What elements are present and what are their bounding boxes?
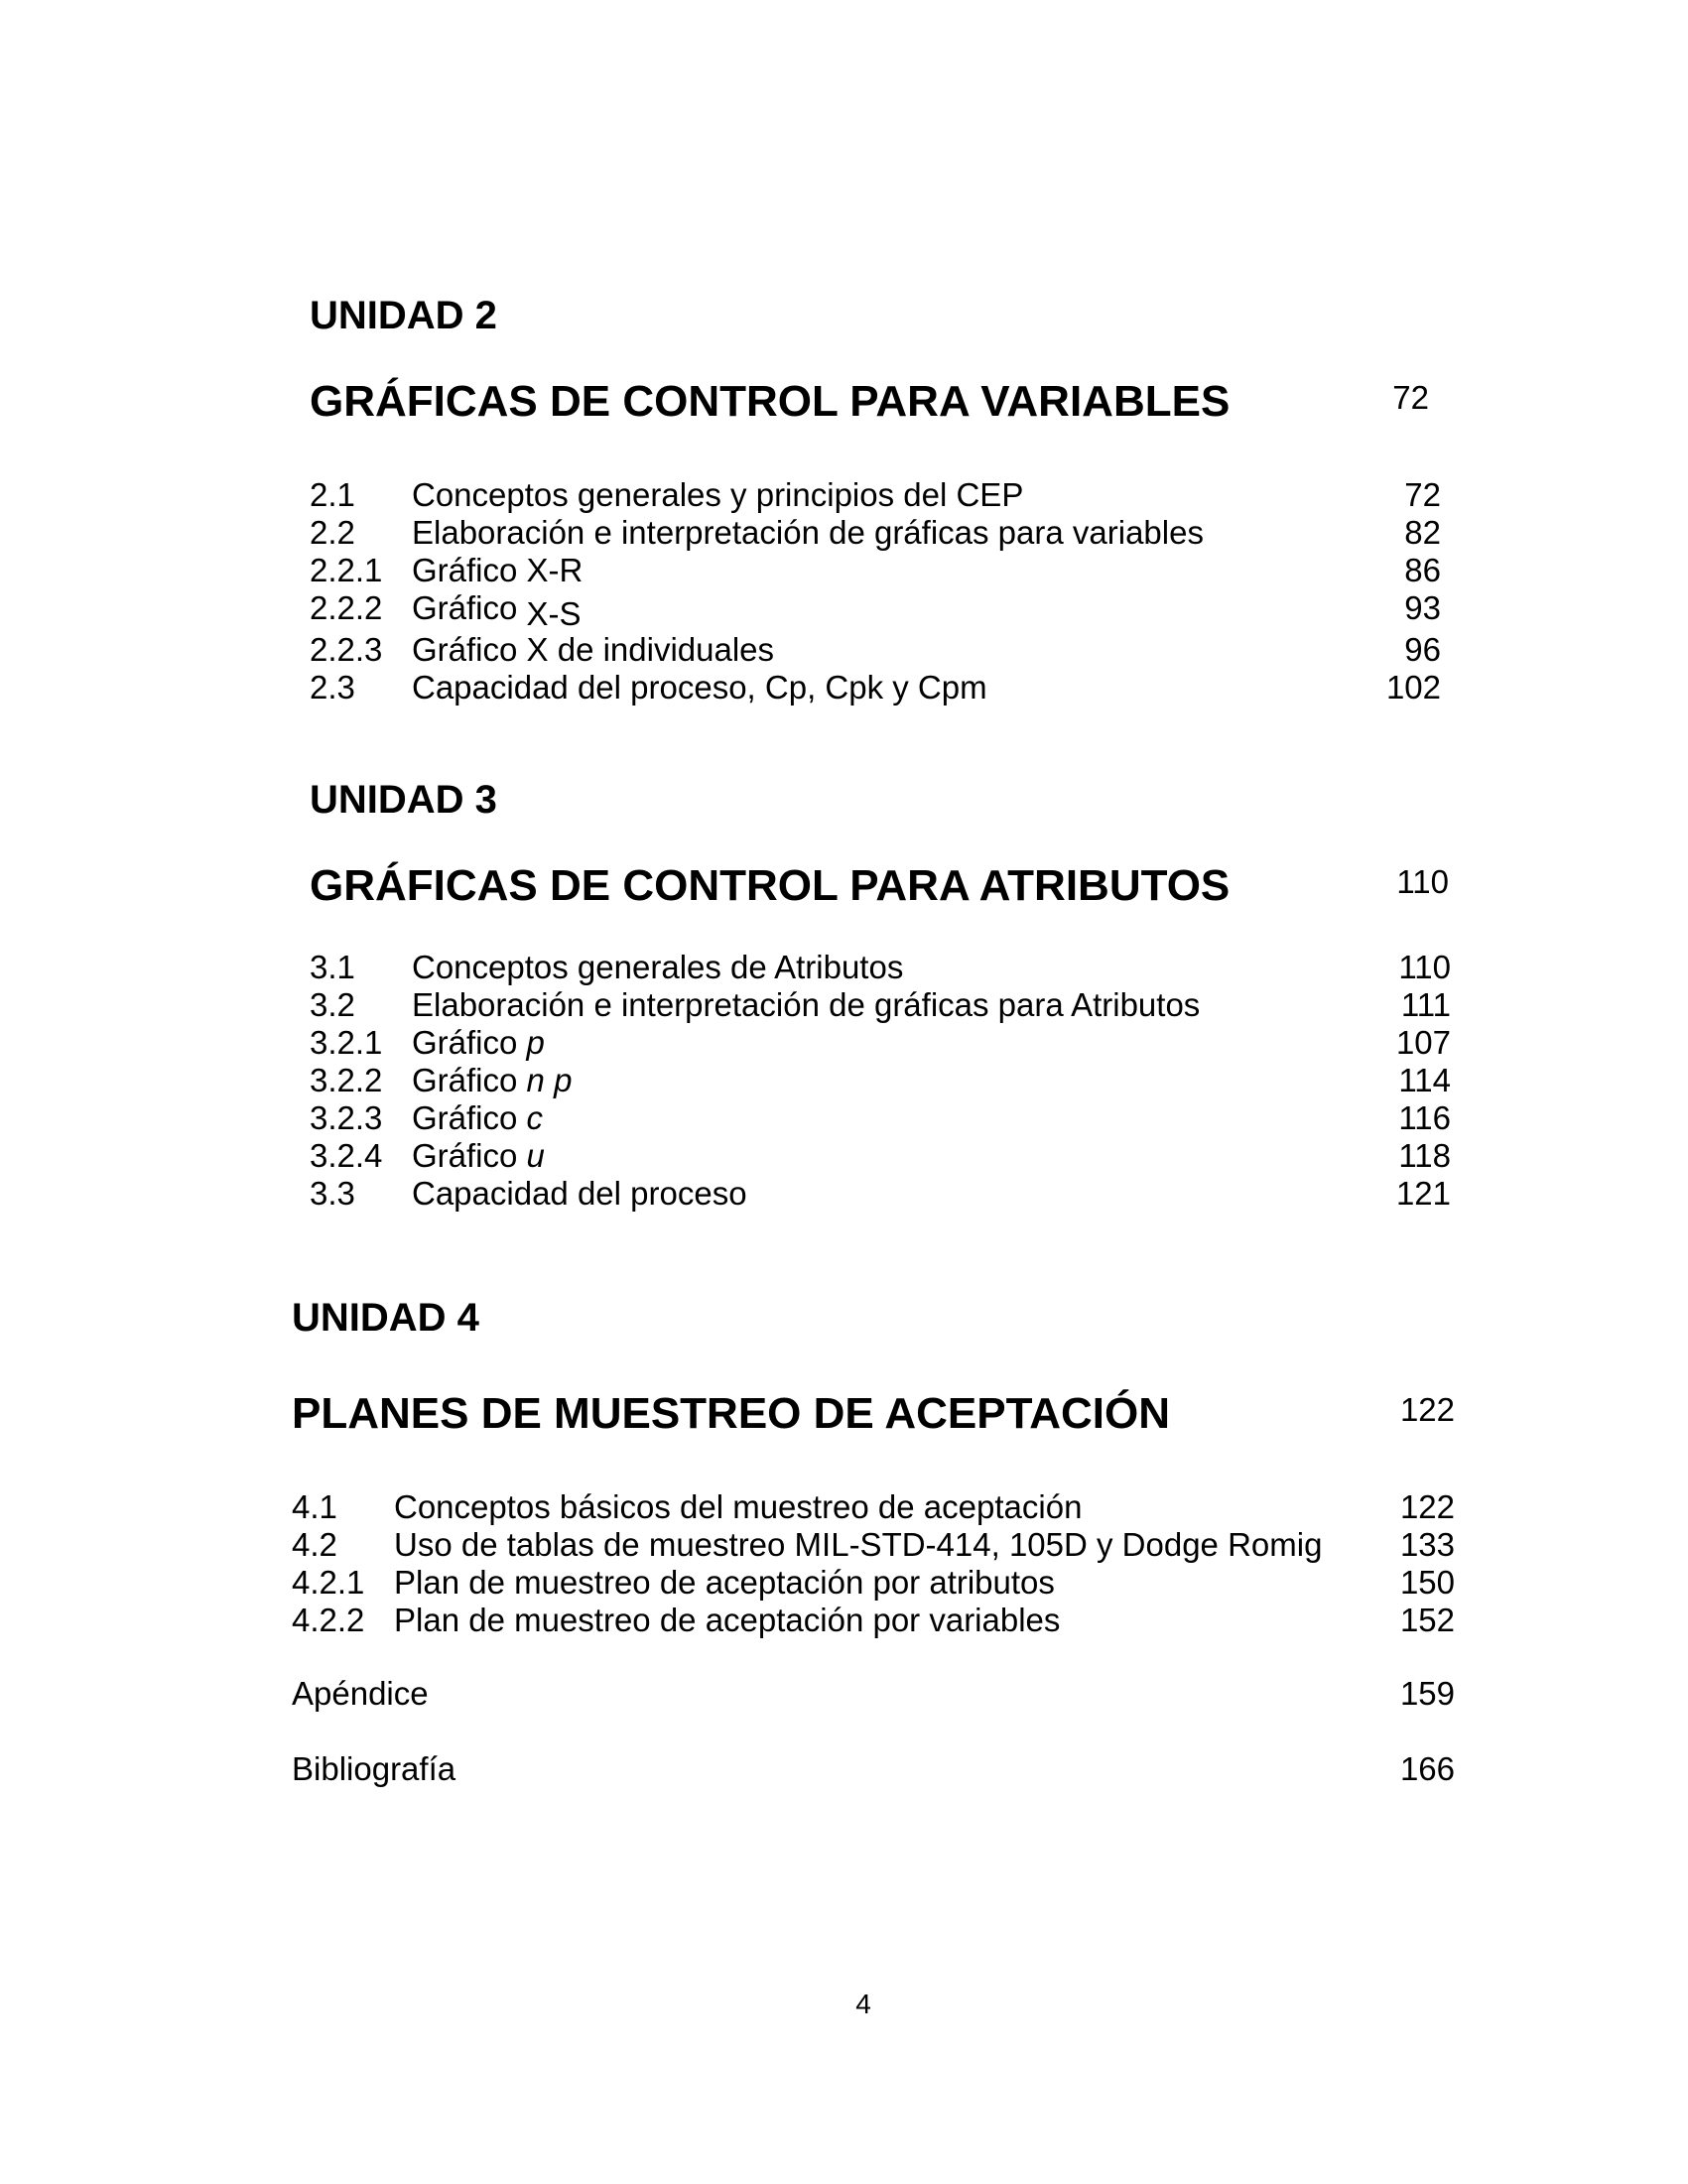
toc-title: Conceptos básicos del muestreo de aceptación <box>394 1488 1083 1525</box>
unit-3-title-page: 110 <box>1396 863 1449 900</box>
unit-3-title: GRÁFICAS DE CONTROL PARA ATRIBUTOS <box>310 861 1231 910</box>
toc-page: 121 <box>1395 1175 1451 1212</box>
toc-title: Conceptos generales y principios del CEP <box>412 476 1024 513</box>
toc-page: 96 <box>1404 631 1441 668</box>
toc-number: 4.2.2 <box>292 1602 365 1638</box>
toc-page: 82 <box>1404 514 1441 551</box>
toc-number: 3.2.4 <box>310 1137 383 1174</box>
toc-number: 3.2.1 <box>310 1024 383 1061</box>
toc-page: 116 <box>1398 1099 1451 1136</box>
unit-2-title-page: 72 <box>1392 379 1429 416</box>
bibliography-label: Bibliografía <box>292 1750 456 1787</box>
toc-row <box>310 514 1441 552</box>
toc-title-text: Gráfico <box>412 1137 527 1174</box>
toc-title-symbol: c <box>526 1099 544 1136</box>
toc-title <box>412 589 582 632</box>
toc-title <box>412 1024 545 1062</box>
toc-row <box>292 1526 1455 1564</box>
toc-page: 111 <box>1400 986 1451 1023</box>
toc-row-appendix <box>292 1675 1455 1713</box>
toc-title-text: Gráfico <box>412 1024 527 1061</box>
unit-4-title-page: 122 <box>1399 1391 1455 1428</box>
toc-title: Uso de tablas de muestreo MIL-STD-414, 105D y Dodge Romig <box>394 1526 1323 1563</box>
toc-title-symbol: p <box>526 1024 545 1061</box>
toc-row <box>292 1564 1455 1602</box>
toc-title: Plan de muestreo de aceptación por atributos <box>394 1564 1055 1601</box>
toc-title <box>412 1062 572 1099</box>
toc-row <box>310 476 1441 514</box>
toc-page: 133 <box>1399 1526 1455 1563</box>
toc-row-bibliography <box>292 1750 1455 1788</box>
toc-row <box>310 1137 1451 1175</box>
toc-number: 2.1 <box>310 476 355 513</box>
toc-number: 3.2.2 <box>310 1062 383 1098</box>
toc-title: Gráfico X-R <box>412 552 584 588</box>
toc-title <box>412 1137 545 1175</box>
toc-page: 150 <box>1399 1564 1455 1601</box>
toc-title: Gráfico X de individuales <box>412 631 775 668</box>
toc-page: 86 <box>1404 552 1441 588</box>
toc-title: Conceptos generales de Atributos <box>412 949 904 985</box>
toc-title-symbol: u <box>526 1137 545 1174</box>
toc-page: 102 <box>1385 669 1441 706</box>
toc-number: 4.2.1 <box>292 1564 365 1601</box>
toc-title: Elaboración e interpretación de gráficas para Atributos <box>412 986 1201 1023</box>
toc-row <box>310 1024 1451 1062</box>
unit-4-label: UNIDAD 4 <box>292 1296 479 1340</box>
bibliography-page: 166 <box>1399 1750 1455 1787</box>
toc-title: Capacidad del proceso <box>412 1175 747 1212</box>
toc-title <box>412 1099 543 1137</box>
toc-number: 3.3 <box>310 1175 355 1212</box>
toc-title: Capacidad del proceso, Cp, Cpk y Cpm <box>412 669 987 706</box>
toc-row <box>292 1602 1455 1639</box>
toc-row <box>310 949 1451 986</box>
toc-page: 114 <box>1398 1062 1451 1098</box>
toc-page: 152 <box>1399 1602 1455 1638</box>
appendix-page: 159 <box>1399 1675 1455 1712</box>
toc-row <box>292 1488 1455 1526</box>
toc-number: 3.2.3 <box>310 1099 383 1136</box>
toc-row <box>310 589 1441 631</box>
toc-title-symbol: n p <box>526 1062 573 1098</box>
toc-row <box>310 552 1441 589</box>
toc-row <box>310 986 1451 1024</box>
unit-4-title: PLANES DE MUESTREO DE ACEPTACIÓN <box>292 1389 1170 1438</box>
toc-row <box>310 669 1441 707</box>
toc-number: 3.2 <box>310 986 355 1023</box>
toc-row <box>310 631 1441 669</box>
toc-row <box>310 1062 1451 1099</box>
toc-title: Elaboración e interpretación de gráficas para variables <box>412 514 1204 551</box>
toc-page: 93 <box>1404 589 1441 626</box>
unit-2-label: UNIDAD 2 <box>310 294 497 337</box>
toc-page: 107 <box>1395 1024 1451 1061</box>
unit-3-label: UNIDAD 3 <box>310 778 497 822</box>
toc-page: 118 <box>1398 1137 1451 1174</box>
toc-page: 122 <box>1399 1488 1455 1525</box>
toc-title-text: Gráfico <box>412 589 527 626</box>
unit-2-title: GRÁFICAS DE CONTROL PARA VARIABLES <box>310 377 1231 426</box>
toc-number: 4.1 <box>292 1488 337 1525</box>
toc-number: 2.2.1 <box>310 552 383 588</box>
page-number: 4 <box>855 1989 871 2019</box>
toc-number: 2.2.3 <box>310 631 383 668</box>
toc-number: 2.2.2 <box>310 589 383 626</box>
toc-number: 4.2 <box>292 1526 337 1563</box>
unit-4-toc-list <box>292 1488 1455 1639</box>
toc-title: Plan de muestreo de aceptación por variables <box>394 1602 1061 1638</box>
unit-2-toc-list <box>310 476 1441 707</box>
unit-3-toc-list <box>310 949 1451 1213</box>
toc-page: 110 <box>1398 949 1451 985</box>
toc-title-formula: X-S <box>526 595 582 632</box>
toc-row <box>310 1175 1451 1213</box>
toc-number: 3.1 <box>310 949 355 985</box>
toc-title-text: Gráfico <box>412 1099 527 1136</box>
toc-number: 2.3 <box>310 669 355 706</box>
toc-row <box>310 1099 1451 1137</box>
toc-title-text: Gráfico <box>412 1062 527 1098</box>
appendix-label: Apéndice <box>292 1675 429 1712</box>
toc-number: 2.2 <box>310 514 355 551</box>
toc-page: 72 <box>1404 476 1441 513</box>
